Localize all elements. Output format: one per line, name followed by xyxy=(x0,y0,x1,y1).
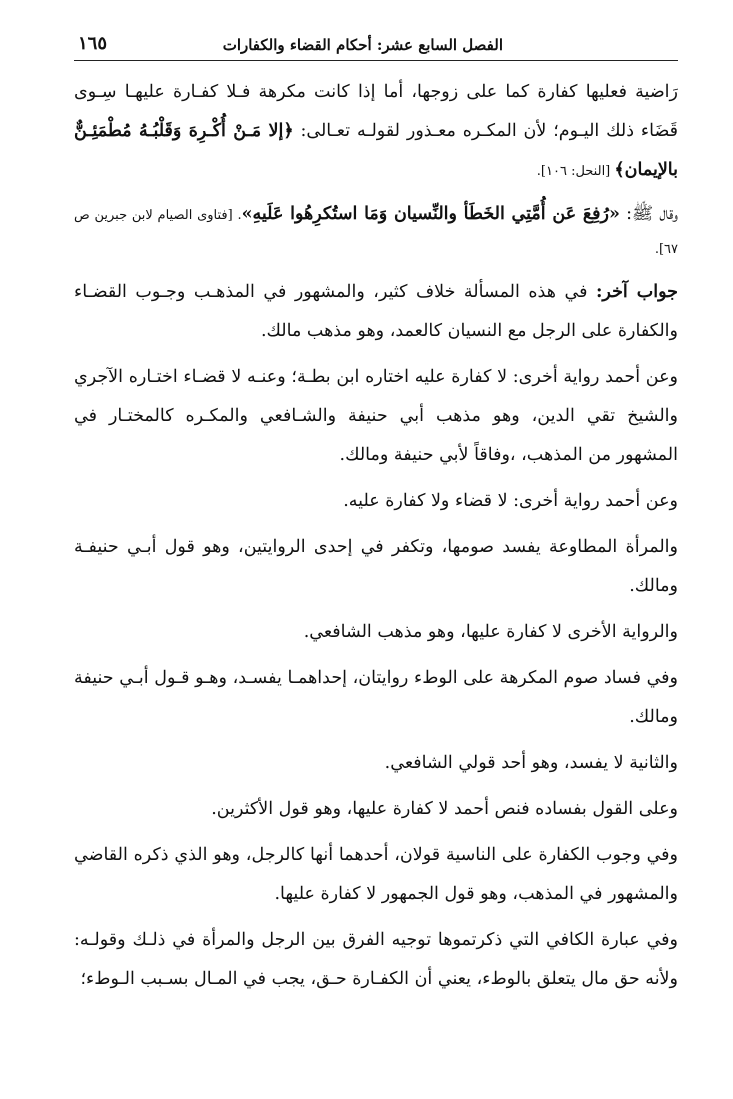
answer-label: جواب آخر: xyxy=(595,282,678,302)
paragraph-10 xyxy=(74,790,678,829)
paragraph-9 xyxy=(74,744,678,783)
running-header xyxy=(74,30,678,61)
paragraph-4 xyxy=(74,358,678,475)
quran-verse: ﴿إلا مَـنْ أُكْـرِهَ وَقَلْبُـهُ مُطْمَئِـنٌّ بالإيمان﴾ xyxy=(74,121,678,180)
paragraph-text: وعن أحمد رواية أخرى: لا قضاء ولا كفارة عليه. xyxy=(343,491,678,511)
paragraph-5 xyxy=(74,482,678,521)
paragraph-text: وعلى القول بفساده فنص أحمد لا كفارة عليها، وهو قول الأكثرين. xyxy=(211,799,678,819)
page-body xyxy=(74,73,678,999)
paragraph-text: وفي وجوب الكفارة على الناسية قولان، أحدهما أنها كالرجل، وهو الذي ذكره القاضي والمشهور في المذهب، وهو قول الجمهور لا كفارة عليها. xyxy=(74,845,678,904)
hadith-quote: «رُفِعَ عَن أُمَّتِي الخَطَأ والنِّسيان وَمَا استُكرِهُوا عَلَيهِ» xyxy=(241,204,620,224)
citation: . [فتاوى الصيام لابن جبرين ص ٦٧]. xyxy=(74,208,678,257)
paragraph-11 xyxy=(74,836,678,914)
page-number: ١٦٥ xyxy=(78,33,108,54)
paragraph-7 xyxy=(74,613,678,652)
paragraph-text: في هذه المسألة خلاف كثير، والمشهور في المذهـب وجـوب القضـاء والكفارة على الرجل مع النسيان كالعمد، وهو مذهب مالك. xyxy=(74,282,678,341)
paragraph-3 xyxy=(74,273,678,351)
paragraph-text: والثانية لا يفسد، وهو أحد قولي الشافعي. xyxy=(384,753,678,773)
paragraph-text: والرواية الأخرى لا كفارة عليها، وهو مذهب الشافعي. xyxy=(303,622,678,642)
paragraph-8 xyxy=(74,659,678,737)
paragraph-text: وفي عبارة الكافي التي ذكرتموها توجيه الفرق بين الرجل والمرأة في ذلـك وقولـه: ولأنه حق مال يتعلق بالوطء، يعني أن الكفـارة حـق، يجب في المـال بسـبب الـوطء؛ xyxy=(74,930,678,989)
citation: [النحل: ١٠٦]. xyxy=(536,164,615,179)
chapter-title: الفصل السابع عشر: أحكام القضاء والكفارات xyxy=(222,36,503,54)
paragraph-text: وفي فساد صوم المكرهة على الوطء روايتان، إحداهمـا يفسـد، وهـو قـول أبـي حنيفة ومالك. xyxy=(74,668,678,727)
paragraph-12 xyxy=(74,921,678,999)
paragraph-text: وقال ﷺ: xyxy=(619,204,678,224)
paragraph-6 xyxy=(74,528,678,606)
paragraph-text: وعن أحمد رواية أخرى: لا كفارة عليه اختاره ابن بطـة؛ وعنـه لا قضـاء اختـاره الآجري والشيخ تقي الدين، وهو مذهب أبي حنيفة والشـافعي والمكـره كالمختـار في المشهور من المذهب، ،وفاقاً لأبي حنيفة ومالك. xyxy=(74,367,678,465)
paragraph-text: رَاضية فعليها كفارة كما على زوجها، أما إذا كانت مكرهة فـلا كفـارة عليهـا سِـوى قَضَاء ذلك اليـوم؛ لأن المكـره معـذور لقولـه تعـالى: xyxy=(74,82,678,141)
paragraph-2 xyxy=(74,198,678,266)
book-page xyxy=(74,30,678,1070)
paragraph-1 xyxy=(74,73,678,191)
paragraph-text: والمرأة المطاوعة يفسد صومها، وتكفر في إحدى الروايتين، وهو قول أبـي حنيفـة ومالك. xyxy=(74,537,678,596)
